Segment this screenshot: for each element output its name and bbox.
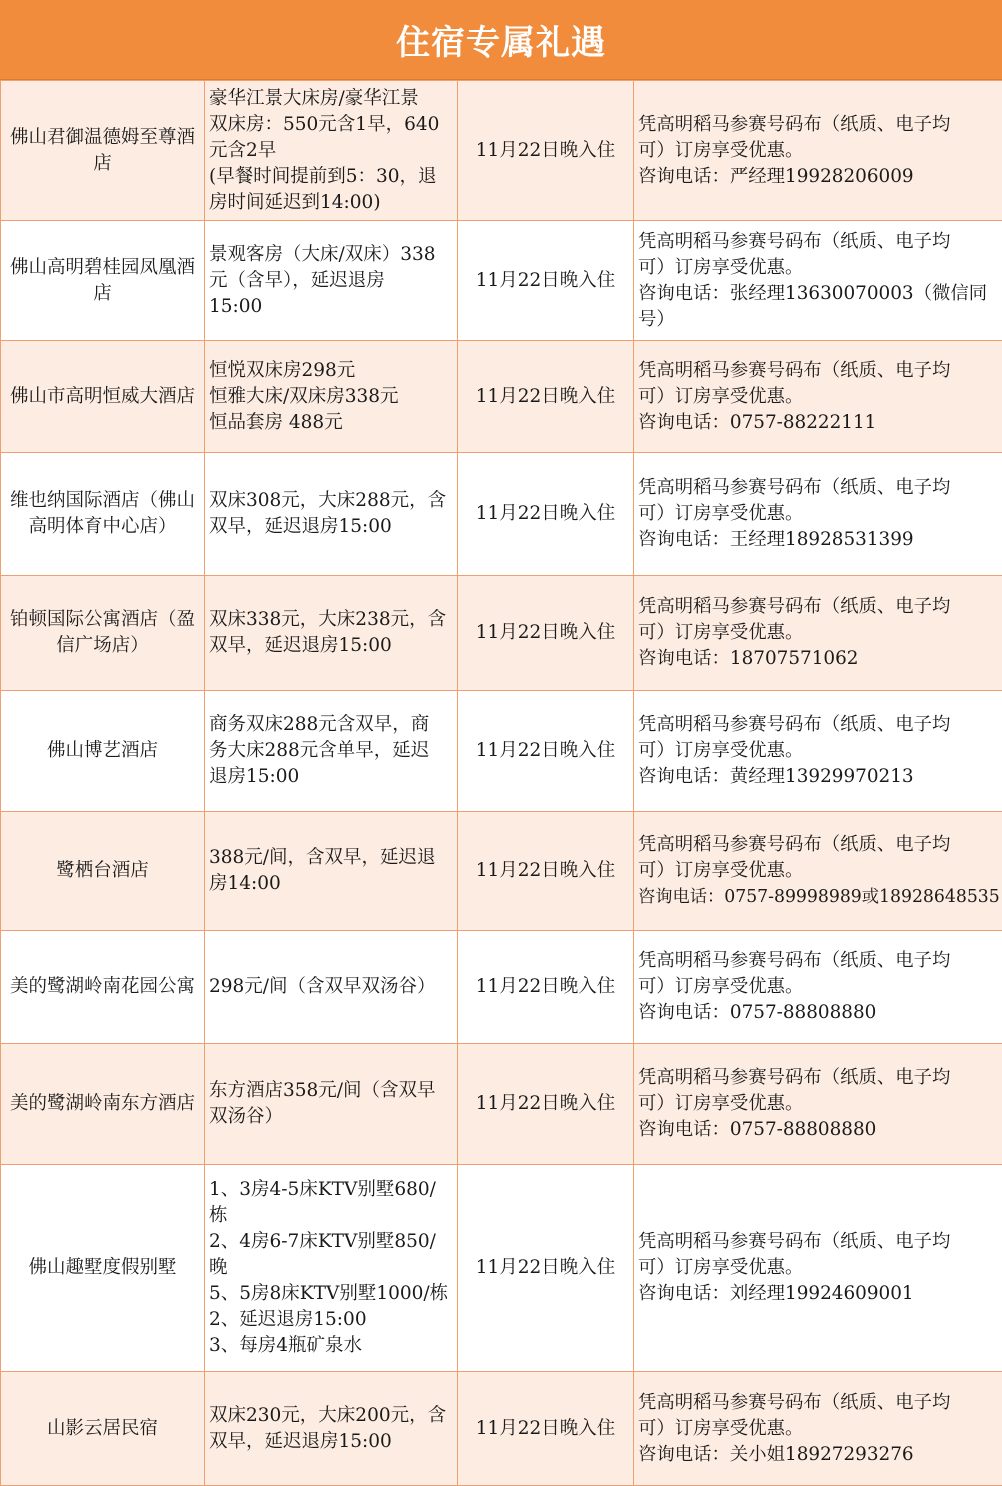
hotel-name: 佛山君御温德姆至尊酒店: [1, 81, 205, 221]
room-price-info: [205, 453, 458, 576]
room-price-info: [205, 691, 458, 812]
price-line: 房14:00: [209, 871, 453, 897]
note-line: 可）订房享受优惠。: [638, 1416, 1002, 1442]
price-line: 景观客房（大床/双床）338: [209, 242, 453, 268]
note-line: 凭高明稻马参赛号码布（纸质、电子均: [638, 475, 1002, 501]
hotel-name: 佛山高明碧桂园凤凰酒店: [1, 221, 205, 341]
booking-note: [634, 341, 1002, 453]
note-line: 号）: [638, 307, 1002, 333]
price-line: 双床230元，大床200元，含: [209, 1403, 453, 1429]
hotel-row: [1, 691, 1002, 812]
price-line: 双汤谷）: [209, 1104, 453, 1130]
room-price-info: [205, 931, 458, 1044]
booking-note: [634, 576, 1002, 691]
room-price-info: [205, 1044, 458, 1165]
price-line: 双床房：550元含1早，640: [209, 112, 453, 138]
note-line: 凭高明稻马参赛号码布（纸质、电子均: [638, 1390, 1002, 1416]
price-line: 15:00: [209, 294, 453, 320]
note-line: 可）订房享受优惠。: [638, 620, 1002, 646]
note-line: 可）订房享受优惠。: [638, 384, 1002, 410]
note-line: 咨询电话：张经理13630070003（微信同: [638, 281, 1002, 307]
note-line: 可）订房享受优惠。: [638, 1091, 1002, 1117]
hotel-row: [1, 81, 1002, 221]
price-line: 298元/间（含双早双汤谷）: [209, 974, 453, 1000]
note-line: 咨询电话：关小姐18927293276: [638, 1442, 1002, 1468]
price-line: 退房15:00: [209, 764, 453, 790]
room-price-info: [205, 1372, 458, 1486]
price-line: 2、4房6-7床KTV别墅850/晚: [209, 1229, 453, 1281]
checkin-date: 11月22日晚入住: [458, 931, 634, 1044]
note-line: 凭高明稻马参赛号码布（纸质、电子均: [638, 229, 1002, 255]
hotel-name: 佛山博艺酒店: [1, 691, 205, 812]
booking-note: [634, 931, 1002, 1044]
note-line: 凭高明稻马参赛号码布（纸质、电子均: [638, 358, 1002, 384]
price-line: 元含2早: [209, 138, 453, 164]
booking-note: [634, 691, 1002, 812]
booking-note: [634, 453, 1002, 576]
checkin-date: 11月22日晚入住: [458, 1044, 634, 1165]
checkin-date: 11月22日晚入住: [458, 1372, 634, 1486]
hotel-table: [0, 80, 1002, 1486]
note-line: 可）订房享受优惠。: [638, 255, 1002, 281]
price-line: 双早，延迟退房15:00: [209, 514, 453, 540]
price-line: 双早，延迟退房15:00: [209, 633, 453, 659]
note-line: 可）订房享受优惠。: [638, 501, 1002, 527]
note-line: 凭高明稻马参赛号码布（纸质、电子均: [638, 1229, 1002, 1255]
note-line: 咨询电话：黄经理13929970213: [638, 764, 1002, 790]
hotel-row: [1, 453, 1002, 576]
note-line: 咨询电话：0757-88808880: [638, 1117, 1002, 1143]
price-line: 双床308元，大床288元，含: [209, 488, 453, 514]
hotel-row: [1, 221, 1002, 341]
booking-note: [634, 812, 1002, 931]
note-line: 咨询电话：0757-89998989或18928648535: [638, 884, 1002, 910]
checkin-date: 11月22日晚入住: [458, 221, 634, 341]
price-line: 恒品套房 488元: [209, 410, 453, 436]
note-line: 凭高明稻马参赛号码布（纸质、电子均: [638, 594, 1002, 620]
note-line: 可）订房享受优惠。: [638, 138, 1002, 164]
price-line: 元（含早），延迟退房: [209, 268, 453, 294]
note-line: 凭高明稻马参赛号码布（纸质、电子均: [638, 112, 1002, 138]
note-line: 凭高明稻马参赛号码布（纸质、电子均: [638, 948, 1002, 974]
price-line: 2、延迟退房15:00: [209, 1307, 453, 1333]
hotel-name: 佛山趣墅度假别墅: [1, 1165, 205, 1372]
price-line: 务大床288元含单早，延迟: [209, 738, 453, 764]
price-line: 双早，延迟退房15:00: [209, 1429, 453, 1455]
room-price-info: [205, 221, 458, 341]
note-line: 咨询电话：0757-88222111: [638, 410, 1002, 436]
room-price-info: [205, 812, 458, 931]
note-line: 凭高明稻马参赛号码布（纸质、电子均: [638, 712, 1002, 738]
price-line: 5、5房8床KTV别墅1000/栋: [209, 1281, 453, 1307]
note-line: 可）订房享受优惠。: [638, 974, 1002, 1000]
price-line: 恒悦双床房298元: [209, 358, 453, 384]
price-line: (早餐时间提前到5：30，退: [209, 164, 453, 190]
page-title: 住宿专属礼遇: [396, 15, 606, 64]
price-line: 恒雅大床/双床房338元: [209, 384, 453, 410]
booking-note: [634, 221, 1002, 341]
price-line: 东方酒店358元/间（含双早: [209, 1078, 453, 1104]
hotel-row: [1, 1165, 1002, 1372]
note-line: 可）订房享受优惠。: [638, 738, 1002, 764]
price-line: 双床338元，大床238元，含: [209, 607, 453, 633]
room-price-info: [205, 81, 458, 221]
hotel-name: 佛山市高明恒威大酒店: [1, 341, 205, 453]
checkin-date: 11月22日晚入住: [458, 341, 634, 453]
checkin-date: 11月22日晚入住: [458, 1165, 634, 1372]
hotel-name: 鹭栖台酒店: [1, 812, 205, 931]
checkin-date: 11月22日晚入住: [458, 453, 634, 576]
title-banner: [0, 0, 1002, 80]
checkin-date: 11月22日晚入住: [458, 691, 634, 812]
booking-note: [634, 1044, 1002, 1165]
price-line: 388元/间，含双早，延迟退: [209, 845, 453, 871]
hotel-row: [1, 1372, 1002, 1486]
hotel-row: [1, 341, 1002, 453]
note-line: 可）订房享受优惠。: [638, 858, 1002, 884]
note-line: 咨询电话：王经理18928531399: [638, 527, 1002, 553]
price-line: 豪华江景大床房/豪华江景: [209, 86, 453, 112]
hotel-table-body: [1, 81, 1002, 1486]
hotel-row: [1, 576, 1002, 691]
hotel-name: 美的鹭湖岭南花园公寓: [1, 931, 205, 1044]
hotel-name: 美的鹭湖岭南东方酒店: [1, 1044, 205, 1165]
room-price-info: [205, 576, 458, 691]
room-price-info: [205, 341, 458, 453]
note-line: 凭高明稻马参赛号码布（纸质、电子均: [638, 1065, 1002, 1091]
checkin-date: 11月22日晚入住: [458, 81, 634, 221]
hotel-row: [1, 812, 1002, 931]
checkin-date: 11月22日晚入住: [458, 812, 634, 931]
price-line: 商务双床288元含双早，商: [209, 712, 453, 738]
price-line: 房时间延迟到14:00): [209, 190, 453, 216]
booking-note: [634, 1372, 1002, 1486]
note-line: 咨询电话：刘经理19924609001: [638, 1281, 1002, 1307]
hotel-name: 铂顿国际公寓酒店（盈信广场店）: [1, 576, 205, 691]
checkin-date: 11月22日晚入住: [458, 576, 634, 691]
note-line: 咨询电话：18707571062: [638, 646, 1002, 672]
price-line: 1、3房4-5床KTV别墅680/栋: [209, 1177, 453, 1229]
hotel-name: 维也纳国际酒店（佛山高明体育中心店）: [1, 453, 205, 576]
hotel-row: [1, 931, 1002, 1044]
booking-note: [634, 1165, 1002, 1372]
note-line: 咨询电话：0757-88808880: [638, 1000, 1002, 1026]
note-line: 咨询电话：严经理19928206009: [638, 164, 1002, 190]
hotel-row: [1, 1044, 1002, 1165]
price-line: 3、每房4瓶矿泉水: [209, 1333, 453, 1359]
note-line: 可）订房享受优惠。: [638, 1255, 1002, 1281]
hotel-name: 山影云居民宿: [1, 1372, 205, 1486]
note-line: 凭高明稻马参赛号码布（纸质、电子均: [638, 832, 1002, 858]
booking-note: [634, 81, 1002, 221]
room-price-info: [205, 1165, 458, 1372]
